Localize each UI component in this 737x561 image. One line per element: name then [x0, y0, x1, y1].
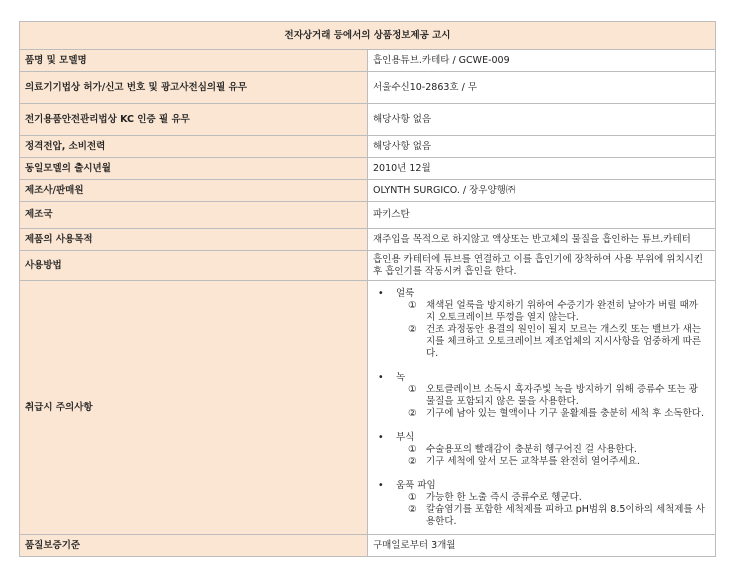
- table-row: [20, 251, 716, 281]
- caution-category: [378, 432, 710, 468]
- table-row: [20, 158, 716, 180]
- caution-item: [408, 456, 710, 468]
- row-value: 파키스탄: [368, 202, 716, 229]
- category-name: 녹: [396, 371, 406, 383]
- item-number: ②: [408, 323, 417, 335]
- row-value: 재주입을 목적으로 하지않고 액상또는 반고체의 물질을 흡인하는 튜브.카테터: [368, 229, 716, 251]
- caution-label: 취급시 주의사항: [20, 281, 368, 535]
- table-row: [20, 180, 716, 202]
- row-value: 서울수신10-2863호 / 무: [368, 72, 716, 104]
- caution-item: [408, 492, 710, 504]
- item-number: ②: [408, 407, 417, 419]
- caution-item: [408, 504, 710, 528]
- item-number: ①: [408, 383, 417, 395]
- item-text: 칼슘염기를 포함한 세척제를 피하고 pH범위 8.5이하의 세척제를 사용한다.: [426, 503, 705, 527]
- row-value: 2010년 12월: [368, 158, 716, 180]
- row-value: 해당사항 없음: [368, 136, 716, 158]
- notice-title: 전자상거래 등에서의 상품정보제공 고시: [20, 22, 716, 50]
- table-row: [20, 50, 716, 72]
- warranty-label: 품질보증기준: [20, 535, 368, 557]
- caution-category: [378, 372, 710, 420]
- item-number: ②: [408, 503, 417, 515]
- item-text: 건조 과정동안 용결의 원인이 될지 모르는 개스킷 또는 밸브가 새는지를 체크하고 오토크레이브 제조업체의 지시사항을 엄중하게 따른다.: [426, 323, 702, 359]
- item-text: 채색된 얼룩을 방지하기 위하여 수증기가 완전히 날아가 버릴 때까지 오토크레이브 뚜껑을 열지 않는다.: [426, 299, 698, 323]
- row-value: 흡인용 카테터에 튜브를 연결하고 이를 흡인기에 장착하여 사용 부위에 위치시킨 후 흡인기를 작동시켜 흡인을 한다.: [368, 251, 716, 281]
- row-label: 품명 및 모델명: [20, 50, 368, 72]
- item-number: ②: [408, 455, 417, 467]
- row-label: 제품의 사용목적: [20, 229, 368, 251]
- table-row: [20, 72, 716, 104]
- caution-item: [408, 300, 710, 324]
- row-label: 제조국: [20, 202, 368, 229]
- product-info-table: [19, 21, 716, 557]
- caution-category: [378, 288, 710, 360]
- row-label: 전기용품안전관리법상 KC 인증 필 유무: [20, 104, 368, 136]
- row-label: 동일모델의 출시년월: [20, 158, 368, 180]
- bullet-icon: •: [378, 371, 384, 383]
- table-row: [20, 104, 716, 136]
- item-text: 오토클레이브 소독시 흑자주빛 녹을 방지하기 위해 증류수 또는 광물질을 포함되지 않은 물을 사용한다.: [426, 383, 698, 407]
- item-number: ①: [408, 443, 417, 455]
- category-name: 부식: [396, 431, 415, 443]
- row-value: 흡인용튜브.카테타 / GCWE-009: [368, 50, 716, 72]
- row-value: OLYNTH SURGICO. / 장우양행㈜: [368, 180, 716, 202]
- caution-item: [408, 408, 710, 420]
- table-row: [20, 136, 716, 158]
- caution-item: [408, 324, 710, 360]
- item-text: 가능한 한 노출 즉시 증류수로 헹군다.: [426, 491, 582, 503]
- caution-item: [408, 384, 710, 408]
- row-label: 의료기기법상 허가/신고 번호 및 광고사전심의필 유무: [20, 72, 368, 104]
- category-name: 움푹 파임: [396, 479, 436, 491]
- table-row: [20, 281, 716, 535]
- row-value: 해당사항 없음: [368, 104, 716, 136]
- table-row: [20, 202, 716, 229]
- table-row: [20, 229, 716, 251]
- item-text: 기구 세척에 앞서 모든 교착부를 완전히 열어주세요.: [426, 455, 640, 467]
- table-row: [20, 535, 716, 557]
- item-number: ①: [408, 299, 417, 311]
- bullet-icon: •: [378, 287, 384, 299]
- caution-item: [408, 444, 710, 456]
- row-label: 제조사/판매원: [20, 180, 368, 202]
- item-number: ①: [408, 491, 417, 503]
- category-name: 얼룩: [396, 287, 415, 299]
- item-text: 기구에 남아 있는 혈액이나 기구 윤활제를 충분히 세척 후 소독한다.: [426, 407, 704, 419]
- row-label: 정격전압, 소비전력: [20, 136, 368, 158]
- warranty-value: 구매일로부터 3개월: [368, 535, 716, 557]
- bullet-icon: •: [378, 431, 384, 443]
- bullet-icon: •: [378, 479, 384, 491]
- caution-list: [368, 281, 716, 535]
- row-label: 사용방법: [20, 251, 368, 281]
- item-text: 수술용포의 빨래감이 충분히 헹구어진 걸 사용한다.: [426, 443, 637, 455]
- caution-category: [378, 480, 710, 528]
